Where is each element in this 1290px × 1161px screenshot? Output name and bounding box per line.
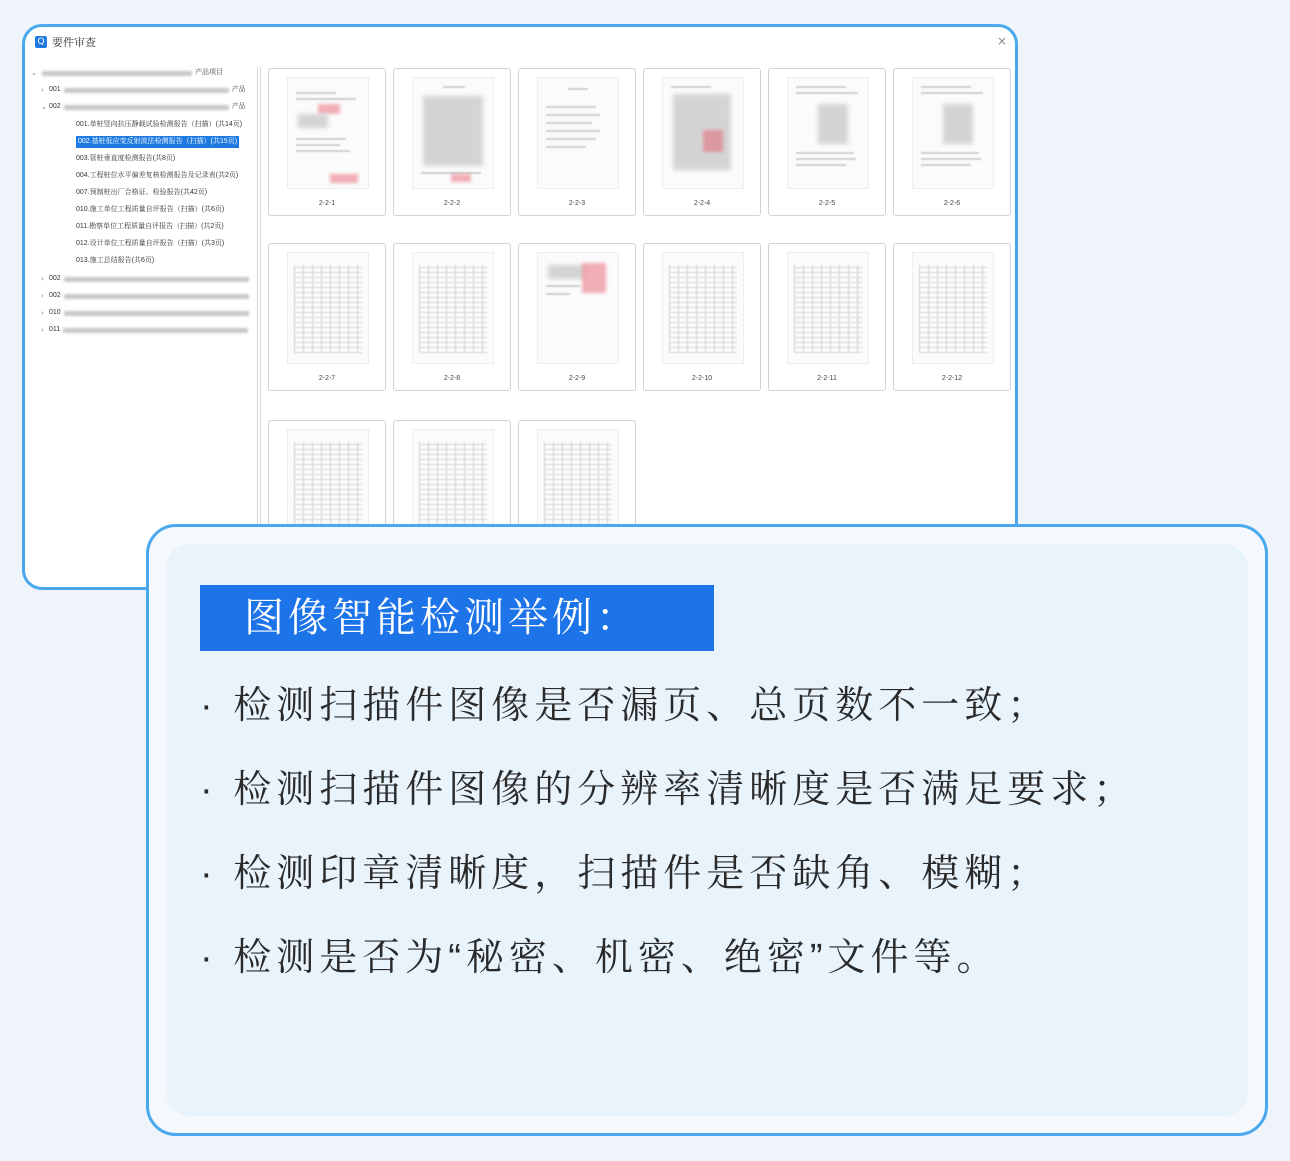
page-thumbnail[interactable] — [893, 243, 1011, 391]
page-thumbnail[interactable] — [768, 68, 886, 216]
page-thumbnail[interactable] — [893, 68, 1011, 216]
page-thumbnail-label: 2-2-12 — [941, 375, 963, 382]
page-preview-image — [287, 77, 369, 189]
page-preview-image — [412, 252, 494, 364]
page-thumbnail-grid — [268, 68, 1013, 588]
page-thumbnail-label: 2-2-6 — [943, 200, 961, 207]
scanned-block — [298, 114, 328, 128]
tree-child-item[interactable]: 007.预制桩出厂合格证、检验报告(共42页) — [76, 189, 208, 196]
scanned-text-line — [921, 152, 979, 154]
page-thumbnail-label: 2-2-11 — [817, 375, 837, 382]
scanned-text-line — [796, 86, 846, 88]
page-preview-image — [912, 252, 994, 364]
page-preview-image — [787, 252, 869, 364]
scanned-block — [818, 104, 848, 144]
page-thumbnail-label: 2-2-3 — [568, 200, 586, 207]
scanned-text-line — [796, 158, 856, 160]
scanned-text-line — [921, 164, 971, 166]
chevron-right-icon[interactable]: › — [41, 326, 44, 334]
callout-bullet: · 检测印章清晰度，扫描件是否缺角、模糊； — [200, 853, 1051, 895]
tree-node[interactable] — [41, 84, 246, 96]
scanned-text-line — [921, 86, 971, 88]
scanned-text-line — [546, 138, 596, 140]
redacted-text — [64, 88, 229, 93]
redacted-text — [64, 311, 249, 316]
chevron-right-icon[interactable]: › — [41, 275, 44, 283]
scanned-text-line — [546, 146, 586, 148]
chevron-right-icon[interactable]: › — [41, 292, 44, 300]
page-preview-image — [662, 252, 744, 364]
seal-stamp — [318, 104, 340, 114]
window-title: 要件审查 — [52, 37, 96, 49]
tree-node[interactable] — [41, 290, 252, 302]
page-thumbnail-label: 2-2-7 — [318, 375, 336, 382]
page-preview-image — [537, 77, 619, 189]
panel-splitter[interactable] — [257, 67, 261, 587]
scanned-table — [794, 265, 862, 353]
scanned-text-line — [296, 92, 336, 94]
scanned-table — [294, 265, 362, 353]
callout-bullet: · 检测扫描件图像的分辨率清晰度是否满足要求； — [200, 769, 1137, 811]
chevron-right-icon[interactable]: › — [41, 86, 44, 94]
scanned-text-line — [921, 92, 983, 94]
seal-stamp — [703, 130, 723, 152]
scanned-text-line — [546, 106, 596, 108]
scanned-table — [419, 442, 487, 530]
page-preview-image — [912, 77, 994, 189]
scanned-table — [919, 265, 987, 353]
scanned-text-line — [921, 158, 981, 160]
scanned-text-line — [796, 164, 846, 166]
tree-node-code: 001 — [49, 86, 61, 93]
callout-bullet-list — [200, 664, 1220, 1000]
callout-bullet: · 检测扫描件图像是否漏页、总页数不一致； — [200, 685, 1051, 727]
window-titlebar — [25, 27, 1015, 57]
tree-node-code: 002 — [49, 292, 61, 299]
scanned-text-line — [546, 285, 580, 287]
close-icon[interactable]: × — [996, 34, 1007, 48]
tree-child-item[interactable]: 013.施工总结报告(共6页) — [76, 257, 155, 264]
page-thumbnail[interactable] — [393, 243, 511, 391]
page-thumbnail-label: 2-2-4 — [693, 200, 711, 207]
tree-child-item[interactable]: 001.单桩竖向抗压静载试验检测报告（扫描）(共14页) — [76, 121, 243, 128]
scanned-table — [294, 442, 362, 530]
tree-root[interactable] — [31, 67, 223, 79]
scanned-text-line — [546, 114, 600, 116]
page-thumbnail[interactable] — [643, 68, 761, 216]
scanned-text-line — [796, 152, 854, 154]
tree-child-item[interactable]: 011.勘察单位工程质量自评报告（扫描）(共2页) — [76, 223, 224, 230]
scanned-block — [423, 96, 483, 166]
scanned-text-line — [296, 138, 346, 140]
chevron-right-icon[interactable]: › — [41, 309, 44, 317]
scanned-text-line — [296, 150, 350, 152]
redacted-text — [64, 277, 249, 282]
tree-node-expanded[interactable] — [41, 101, 246, 113]
scanned-text-line — [796, 92, 858, 94]
scanned-table — [544, 442, 612, 530]
page-thumbnail[interactable] — [268, 243, 386, 391]
callout-bullet: · 检测是否为“秘密、机密、绝密”文件等。 — [200, 937, 1000, 979]
app-icon: Q — [35, 36, 47, 48]
tree-node-code: 002 — [49, 103, 61, 110]
scanned-text-line — [546, 293, 570, 295]
page-thumbnail[interactable] — [643, 243, 761, 391]
page-thumbnail-label: 2-2-10 — [691, 375, 713, 382]
chevron-down-icon[interactable]: ⌄ — [41, 103, 47, 111]
page-thumbnail-label: 2-2-1 — [318, 200, 336, 207]
scanned-text-line — [296, 98, 356, 100]
scanned-text-line — [671, 86, 711, 88]
redacted-text — [42, 71, 192, 76]
document-review-window — [22, 24, 1018, 590]
callout-heading: 图像智能检测举例： — [200, 585, 714, 651]
tree-node-suffix: 产品 — [231, 86, 246, 93]
tree-node[interactable] — [41, 273, 252, 285]
seal-stamp — [451, 174, 471, 182]
page-thumbnail[interactable] — [518, 68, 636, 216]
tree-node-code: 002 — [49, 275, 61, 282]
tree-node[interactable] — [41, 307, 252, 319]
scanned-text-line — [443, 86, 465, 88]
seal-stamp — [330, 174, 358, 183]
page-thumbnail[interactable] — [268, 68, 386, 216]
tree-child-item[interactable]: 012.设计单位工程质量自评报告（扫描）(共3页) — [76, 240, 225, 247]
tree-node-code: 010 — [49, 309, 61, 316]
tree-node-code: 011 — [49, 326, 61, 333]
page-thumbnail-label: 2-2-5 — [818, 200, 836, 207]
tree-child-item-selected[interactable]: 002.基桩低应变反射波法检测报告（扫描）(共15页) — [76, 136, 239, 148]
scanned-table — [419, 265, 487, 353]
file-tree — [31, 67, 261, 587]
page-thumbnail[interactable] — [393, 68, 511, 216]
page-preview-image — [287, 252, 369, 364]
scanned-block — [548, 265, 584, 279]
page-thumbnail[interactable] — [768, 243, 886, 391]
page-thumbnail-label: 2-2-9 — [568, 375, 586, 382]
seal-stamp — [582, 263, 606, 293]
tree-child-item[interactable]: 003.管桩垂直度检测报告(共8页) — [76, 155, 176, 162]
tree-root-suffix: 产品项目 — [195, 69, 223, 76]
page-preview-image — [787, 77, 869, 189]
scanned-text-line — [546, 122, 592, 124]
scanned-block — [943, 104, 973, 144]
tree-child-item[interactable]: 004.工程桩位水平偏差复核检测报告及记录表(共2页) — [76, 172, 239, 179]
scanned-table — [669, 265, 737, 353]
page-preview-image — [537, 252, 619, 364]
redacted-text — [64, 105, 229, 110]
tree-child-item[interactable]: 010.施工单位工程质量自评报告（扫描）(共6页) — [76, 206, 225, 213]
scanned-text-line — [568, 88, 588, 90]
redacted-text — [63, 328, 248, 333]
page-thumbnail-label: 2-2-2 — [443, 200, 461, 207]
tree-node-suffix: 产品 — [231, 103, 246, 110]
tree-node[interactable] — [41, 324, 251, 336]
page-preview-image — [662, 77, 744, 189]
scanned-text-line — [546, 130, 600, 132]
scanned-text-line — [296, 144, 340, 146]
page-thumbnail-label: 2-2-8 — [443, 375, 461, 382]
redacted-text — [64, 294, 249, 299]
page-preview-image — [412, 77, 494, 189]
chevron-down-icon[interactable]: ⌄ — [31, 69, 37, 77]
page-thumbnail[interactable] — [518, 243, 636, 391]
